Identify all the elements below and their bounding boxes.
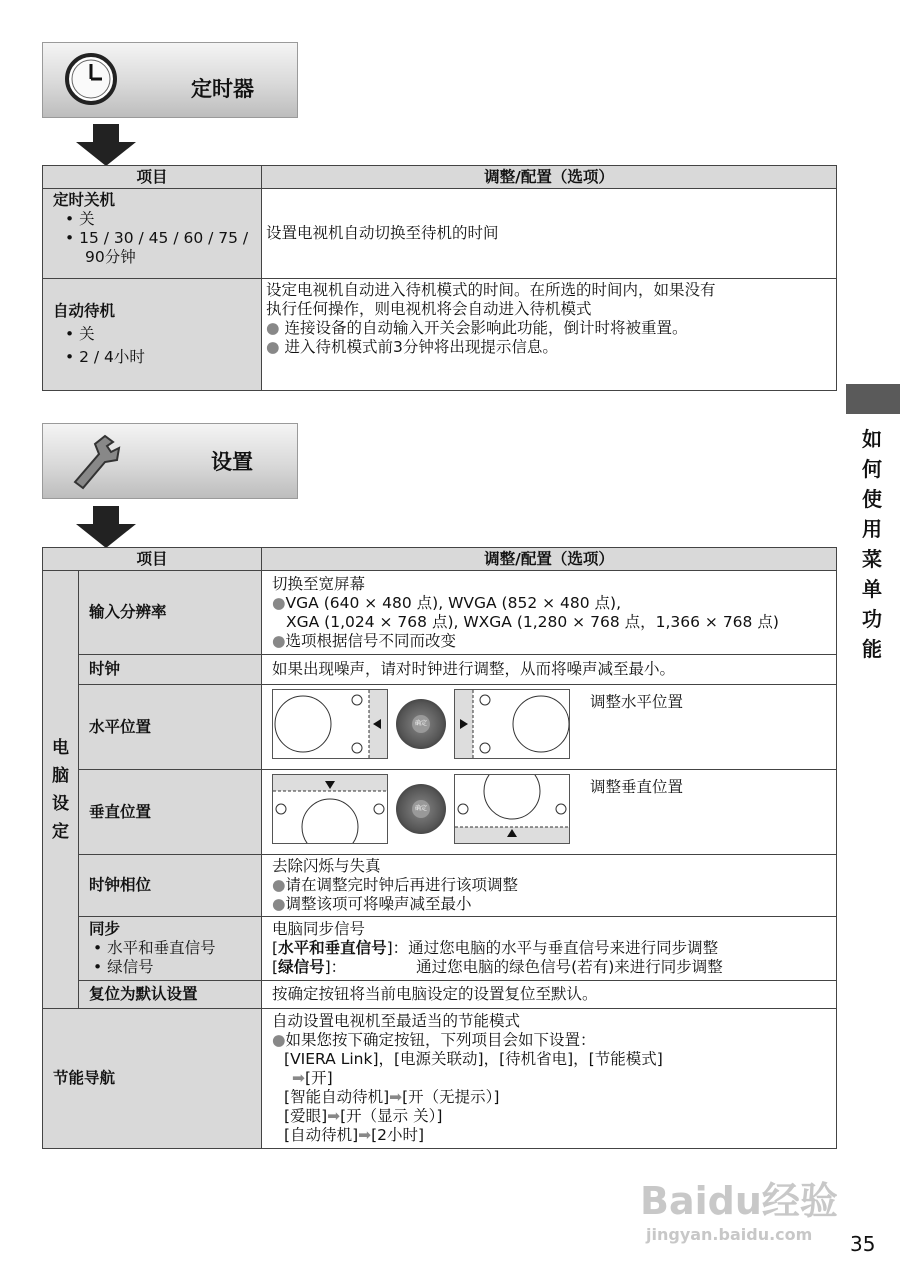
auto-standby-cell: 自动待机 • 关 • 2 / 4小时 (43, 279, 262, 391)
auto-standby-desc: 设定电视机自动进入待机模式的时间。在所选的时间内，如果没有 执行任何操作，则电视机将会自动进入待机模式 ● 连接设备的自动输入开关会影响此功能，倒计时将被重置。 ● 进入待机模式前3分钟将出现提示信息。 (262, 279, 837, 391)
bullet-text: 连接设备的自动输入开关会影响此功能，倒计时将被重置。 (284, 319, 688, 337)
dial-icon: 确定 (396, 784, 446, 834)
sync-cell: 同步 • 水平和垂直信号 • 绿信号 (79, 917, 262, 981)
arrow-down-icon (76, 506, 136, 548)
header-item: 项目 (43, 548, 262, 571)
setup-title: 设置 (211, 450, 253, 474)
v-pos-cell (262, 770, 837, 855)
table-row (43, 917, 837, 981)
timer-table (42, 165, 837, 391)
setup-table (42, 547, 837, 1149)
option: 15 / 30 / 45 / 60 / 75 / (79, 229, 249, 247)
h-pos-cell (262, 685, 837, 770)
auto-standby-label: 自动待机 (53, 302, 116, 320)
page-number: 35 (850, 1232, 876, 1256)
reset-label: 复位为默认设置 (79, 981, 262, 1009)
sync-desc: 电脑同步信号 [水平和垂直信号]：通过您电脑的水平与垂直信号来进行同步调整 [绿信号]： 通过您电脑的绿色信号(若有)来进行同步调整 (262, 917, 837, 981)
clock-phase-desc: 去除闪烁与失真 ●请在调整完时钟后再进行该项调整 ●调整该项可将噪声减至最小 (262, 855, 837, 917)
setup-banner (42, 423, 298, 499)
header-item: 项目 (43, 166, 262, 189)
timer-banner (42, 42, 298, 118)
option: 绿信号 (107, 958, 154, 976)
header-options: 调整/配置（选项） (262, 166, 837, 189)
v-pos-desc: 调整垂直位置 (590, 778, 684, 796)
dial-icon: 确定 (396, 699, 446, 749)
reset-desc: 按确定按钮将当前电脑设定的设置复位至默认。 (262, 981, 837, 1009)
side-tab-marker (846, 384, 900, 414)
table-row (43, 770, 837, 855)
arrow-down-icon (76, 124, 136, 166)
option: 关 (79, 210, 95, 228)
h-pos-desc: 调整水平位置 (590, 693, 684, 711)
table-row (43, 655, 837, 685)
option: 2 / 4小时 (79, 348, 145, 366)
table-row (43, 855, 837, 917)
table-header (43, 166, 837, 189)
h-pos-label: 水平位置 (79, 685, 262, 770)
screen-diagram (272, 774, 388, 844)
table-row (43, 981, 837, 1009)
option: 90分钟 (85, 248, 136, 266)
v-pos-label: 垂直位置 (79, 770, 262, 855)
table-row (43, 571, 837, 655)
header-options: 调整/配置（选项） (262, 548, 837, 571)
clock-icon (63, 51, 119, 107)
off-timer-cell: 定时关机 • 关 • 15 / 30 / 45 / 60 / 75 / 90分钟 (43, 189, 262, 279)
screen-diagram (454, 689, 570, 759)
eco-nav-label: 节能导航 (43, 1009, 262, 1149)
clock-desc: 如果出现噪声，请对时钟进行调整，从而将噪声减至最小。 (262, 655, 837, 685)
table-row (43, 1009, 837, 1149)
pc-setup-group: 电 脑 设 定 (43, 571, 79, 1009)
desc-line: 执行任何操作，则电视机将会自动进入待机模式 (266, 300, 592, 318)
table-row (43, 189, 837, 279)
clock-phase-label: 时钟相位 (79, 855, 262, 917)
off-timer-desc: 设置电视机自动切换至待机的时间 (262, 189, 837, 279)
option: 水平和垂直信号 (107, 939, 216, 957)
clock-label: 时钟 (79, 655, 262, 685)
table-row (43, 685, 837, 770)
off-timer-label: 定时关机 (53, 191, 116, 209)
timer-title: 定时器 (191, 77, 254, 101)
side-tab-text: 如 何 使 用 菜 单 功 能 (862, 427, 882, 661)
sync-label: 同步 (89, 920, 121, 938)
table-row (43, 279, 837, 391)
table-header (43, 548, 837, 571)
wrench-icon (65, 432, 125, 492)
watermark: Baidu经验 jingyan.baidu.com (640, 1179, 838, 1244)
screen-diagram (454, 774, 570, 844)
input-res-label: 输入分辨率 (79, 571, 262, 655)
input-res-desc: 切换至宽屏幕 ●VGA (640 × 480 点), WVGA (852 × 480 点), XGA (1,024 × 768 点), WXGA (1,280 × 768 点，1,366 × 768 点) ●选项根据信号不同而改变 (262, 571, 837, 655)
option: 关 (79, 325, 95, 343)
desc-line: 设定电视机自动进入待机模式的时间。在所选的时间内，如果没有 (266, 281, 716, 299)
screen-diagram (272, 689, 388, 759)
bullet-text: 进入待机模式前3分钟将出现提示信息。 (284, 338, 558, 356)
eco-nav-desc: 自动设置电视机至最适当的节能模式 ●如果您按下确定按钮，下列项目会如下设置： [VIERA Link]，[电源关联动]，[待机省电]，[节能模式] ➡[开] [智能自动待机]➡[开（无提示）] [爱眼]➡[开（显示 关）] [自动待机]➡[2小时] (262, 1009, 837, 1149)
